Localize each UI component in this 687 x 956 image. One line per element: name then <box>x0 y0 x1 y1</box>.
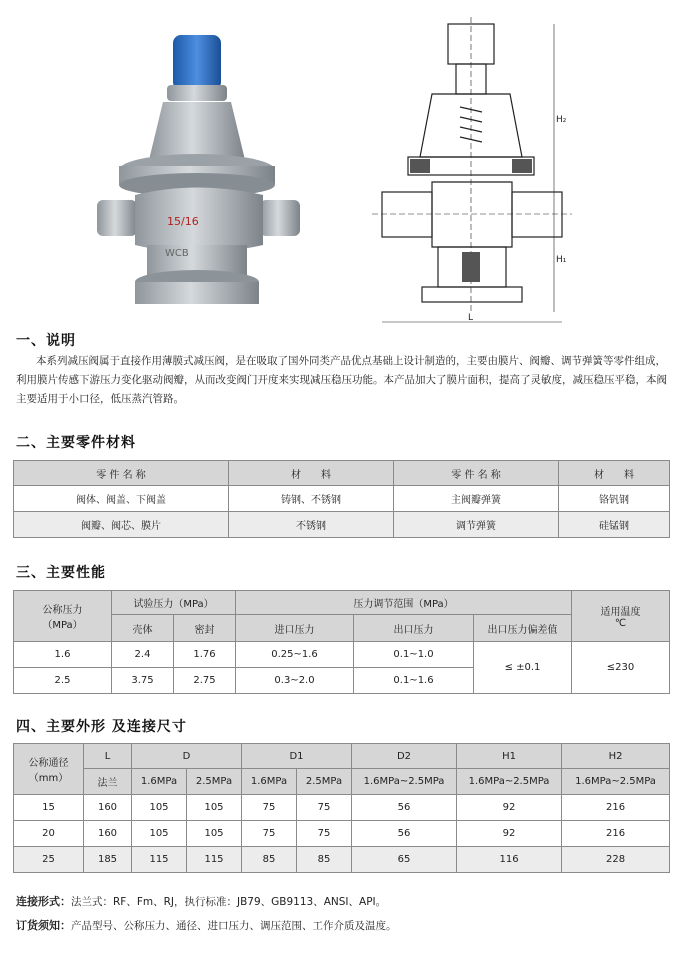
svg-text:15/16: 15/16 <box>167 215 199 228</box>
perf-cell: 2.4 <box>112 642 174 668</box>
perf-cell: 0.1~1.6 <box>354 668 474 694</box>
perf-header-test: 试验压力（MPa） <box>112 591 236 615</box>
dim-cell: 105 <box>132 821 187 847</box>
dim-header-h1: H1 <box>457 744 562 769</box>
dim-cell: 116 <box>457 847 562 873</box>
mat-cell: 阀瓣、阀芯、膜片 <box>14 512 229 538</box>
dim-cell: 56 <box>352 795 457 821</box>
perf-header-outlet: 出口压力 <box>354 615 474 642</box>
dim-cell: 228 <box>562 847 670 873</box>
dim-cell: 160 <box>84 821 132 847</box>
dim-subheader: 2.5MPa <box>297 769 352 795</box>
dim-cell: 92 <box>457 821 562 847</box>
dim-header-d2: D2 <box>352 744 457 769</box>
section2-title: 二、主要零件材料 <box>16 435 136 451</box>
connection-label: 连接形式： <box>16 895 71 908</box>
perf-cell: 2.75 <box>174 668 236 694</box>
dim-header-d1: D1 <box>242 744 352 769</box>
dim-cell: 92 <box>457 795 562 821</box>
dim-cell: 105 <box>187 795 242 821</box>
dim-subheader: 1.6MPa <box>132 769 187 795</box>
dim-cell: 105 <box>187 821 242 847</box>
order-text: 产品型号、公称压力、通径、进口压力、调压范围、工作介质及温度。 <box>71 920 397 932</box>
dim-subheader: 法兰 <box>84 769 132 795</box>
mat-cell: 硅锰钢 <box>559 512 670 538</box>
perf-header-nominal: 公称压力 （MPa） <box>14 591 112 642</box>
section4-title: 四、主要外形 及连接尺寸 <box>16 719 187 735</box>
mat-cell: 主阀瓣弹簧 <box>394 486 559 512</box>
mat-header: 零 件 名 称 <box>394 461 559 486</box>
materials-table <box>13 460 670 538</box>
perf-deviation: ≤ ±0.1 <box>474 642 572 694</box>
mat-cell: 不锈钢 <box>229 512 394 538</box>
mat-cell: 阀体、阀盖、下阀盖 <box>14 486 229 512</box>
perf-cell: 3.75 <box>112 668 174 694</box>
mat-header: 零 件 名 称 <box>14 461 229 486</box>
perf-header-inlet: 进口压力 <box>236 615 354 642</box>
perf-header-deviation: 出口压力偏差值 <box>474 615 572 642</box>
dim-cell: 105 <box>132 795 187 821</box>
dim-header-h2: H2 <box>562 744 670 769</box>
dim-cell: 75 <box>297 821 352 847</box>
dim-subheader: 1.6MPa~2.5MPa <box>562 769 670 795</box>
mat-header: 材 料 <box>559 461 670 486</box>
perf-cell: 2.5 <box>14 668 112 694</box>
h1-label: H₁ <box>556 255 567 265</box>
order-label: 订货须知： <box>16 919 71 932</box>
dim-cell: 85 <box>242 847 297 873</box>
section1-paragraph: 本系列减压阀属于直接作用薄膜式减压阀，是在吸取了国外同类产品优点基础上设计制造的，主要由膜片、阀瓣、调节弹簧等零件组成，利用膜片传感下游压力变化驱动阀瓣，从而改变阀门开度来实现减压稳压功能。本产品加大了膜片面积，提高了灵敏度，减压稳压平稳，本阀主要适用于小口径，低压蒸汽管路。 <box>16 355 667 405</box>
dim-cell: 56 <box>352 821 457 847</box>
dim-cell: 75 <box>242 795 297 821</box>
order-note <box>16 917 397 933</box>
perf-header-seal: 密封 <box>174 615 236 642</box>
perf-cell: 0.25~1.6 <box>236 642 354 668</box>
dimensions-table <box>13 743 670 873</box>
performance-table <box>13 590 670 694</box>
dim-cell: 85 <box>297 847 352 873</box>
perf-header-range: 压力调节范围（MPa） <box>236 591 572 615</box>
dim-subheader: 1.6MPa~2.5MPa <box>352 769 457 795</box>
dim-cell: 216 <box>562 795 670 821</box>
perf-cell: 1.6 <box>14 642 112 668</box>
perf-header-temp: 适用温度 ℃ <box>572 591 670 642</box>
svg-text:WCB: WCB <box>165 248 189 259</box>
dim-cell: 115 <box>132 847 187 873</box>
section3-title: 三、主要性能 <box>16 565 106 581</box>
mat-cell: 铸钢、不锈钢 <box>229 486 394 512</box>
connection-note <box>16 893 386 909</box>
dim-header-d: D <box>132 744 242 769</box>
mat-cell: 调节弹簧 <box>394 512 559 538</box>
dim-cell: 65 <box>352 847 457 873</box>
dim-cell: 185 <box>84 847 132 873</box>
section-drawing <box>372 12 587 330</box>
dim-cell: 15 <box>14 795 84 821</box>
dim-cell: 115 <box>187 847 242 873</box>
dim-header-l: L <box>84 744 132 769</box>
perf-header-shell: 壳体 <box>112 615 174 642</box>
perf-cell: 0.3~2.0 <box>236 668 354 694</box>
dim-cell: 20 <box>14 821 84 847</box>
mat-cell: 铬钒钢 <box>559 486 670 512</box>
dim-cell: 25 <box>14 847 84 873</box>
dim-cell: 75 <box>297 795 352 821</box>
dim-subheader: 2.5MPa <box>187 769 242 795</box>
perf-cell: 0.1~1.0 <box>354 642 474 668</box>
l-label: L <box>468 313 474 323</box>
dim-cell: 160 <box>84 795 132 821</box>
dim-header-dn: 公称通径 （mm） <box>14 744 84 795</box>
perf-cell: 1.76 <box>174 642 236 668</box>
dim-cell: 216 <box>562 821 670 847</box>
dim-cell: 75 <box>242 821 297 847</box>
valve-photo <box>95 20 310 320</box>
h2-label: H₂ <box>556 115 567 125</box>
mat-header: 材 料 <box>229 461 394 486</box>
section1-title: 一、说明 <box>16 333 76 349</box>
dim-subheader: 1.6MPa~2.5MPa <box>457 769 562 795</box>
connection-text: 法兰式：RF、Fm、RJ，执行标准：JB79、GB9113、ANSI、API。 <box>71 896 387 908</box>
dim-subheader: 1.6MPa <box>242 769 297 795</box>
perf-temperature: ≤230 <box>572 642 670 694</box>
